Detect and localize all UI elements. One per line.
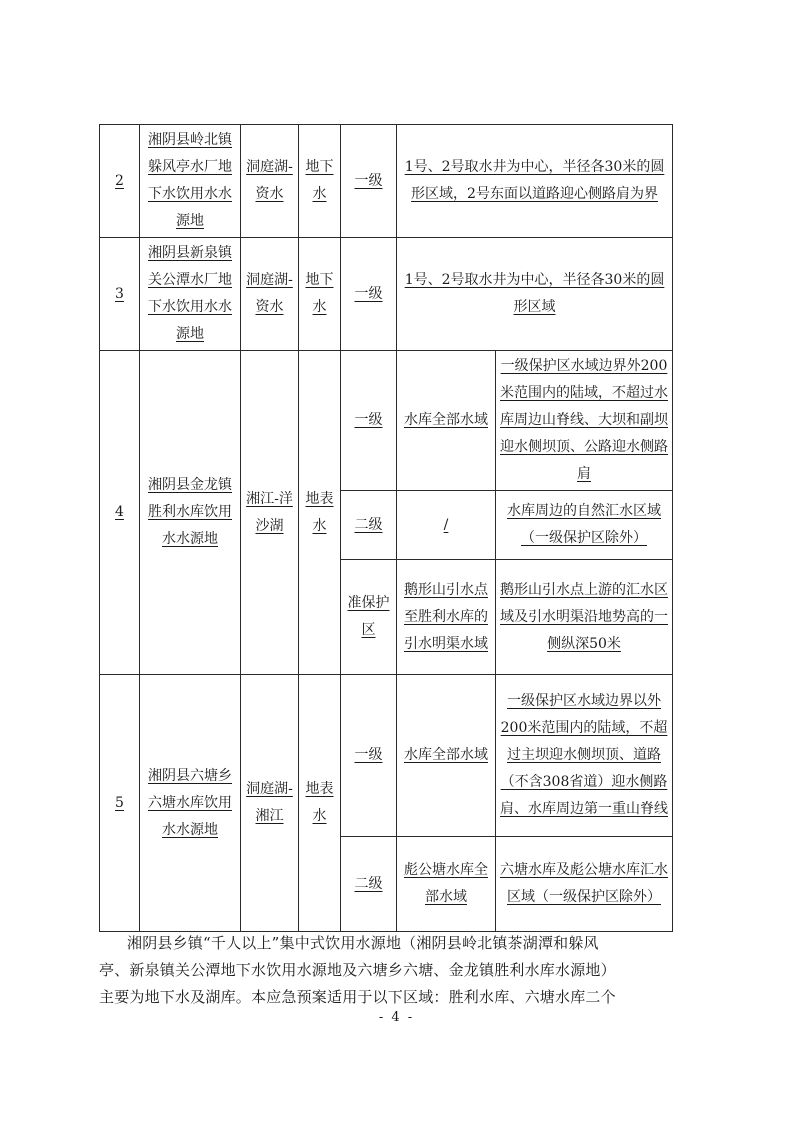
source-name-cell: 湘阴县金龙镇胜利水库饮用水水源地 — [140, 351, 241, 675]
land-area-cell: 一级保护区水域边界以外200米范围内的陆域，不超过主坝迎水侧坝顶、道路（不含308省道）迎水侧路肩、水库周边第一重山脊线 — [496, 675, 673, 837]
row-number: 4 — [100, 351, 140, 675]
row-number: 5 — [100, 675, 140, 932]
water-type-cell: 地表水 — [299, 675, 341, 932]
water-type-cell: 地下水 — [299, 238, 341, 351]
source-name-cell: 湘阴县新泉镇关公潭水厂地下水饮用水水源地 — [140, 238, 241, 351]
table-row — [100, 125, 673, 238]
basin-cell: 洞庭湖-资水 — [241, 125, 299, 238]
basin-cell: 洞庭湖-资水 — [241, 238, 299, 351]
basin-cell: 洞庭湖-湘江 — [241, 675, 299, 932]
protection-level-cell: 一级 — [341, 351, 397, 491]
table-row — [100, 238, 673, 351]
protection-level-cell: 一级 — [341, 675, 397, 837]
table-row — [100, 351, 673, 491]
protection-level-cell: 二级 — [341, 837, 397, 932]
body-paragraph-line: 湘阴县乡镇“千人以上”集中式饮用水源地（湘阴县岭北镇茶湖潭和躲风 — [127, 934, 599, 952]
protection-scope-cell: 1号、2号取水井为中心，半径各30米的圆形区域，2号东面以道路迎心侧路肩为界 — [397, 125, 673, 238]
basin-cell: 湘江-洋沙湖 — [241, 351, 299, 675]
water-area-cell: / — [397, 491, 496, 560]
body-paragraph-line: 亭、新泉镇关公潭地下水饮用水源地及六塘乡六塘、金龙镇胜利水库水源地） — [99, 961, 616, 979]
water-area-cell: 鹅形山引水点至胜利水库的引水明渠水域 — [397, 560, 496, 675]
land-area-cell: 六塘水库及彪公塘水库汇水区域（一级保护区除外） — [496, 837, 673, 932]
land-area-cell: 一级保护区水域边界外200米范围内的陆域，不超过水库周边山脊线、大坝和副坝迎水侧坝顶、公路迎水侧路肩 — [496, 351, 673, 491]
protection-level-cell: 一级 — [341, 238, 397, 351]
water-type-cell: 地表水 — [299, 351, 341, 675]
land-area-cell: 水库周边的自然汇水区域（一级保护区除外） — [496, 491, 673, 560]
protection-scope-cell: 1号、2号取水井为中心，半径各30米的圆形区域 — [397, 238, 673, 351]
page-number: - 4 - — [378, 1010, 415, 1025]
row-number: 2 — [100, 125, 140, 238]
water-area-cell: 水库全部水域 — [397, 351, 496, 491]
water-source-table — [99, 124, 673, 932]
land-area-cell: 鹅形山引水点上游的汇水区域及引水明渠沿地势高的一侧纵深50米 — [496, 560, 673, 675]
body-paragraph-line: 主要为地下水及湖库。本应急预案适用于以下区域：胜利水库、六塘水库二个 — [99, 988, 616, 1006]
table-row — [100, 675, 673, 837]
source-name-cell: 湘阴县岭北镇躲风亭水厂地下水饮用水水源地 — [140, 125, 241, 238]
row-number: 3 — [100, 238, 140, 351]
water-area-cell: 水库全部水域 — [397, 675, 496, 837]
protection-level-cell: 二级 — [341, 491, 397, 560]
protection-level-cell: 一级 — [341, 125, 397, 238]
water-area-cell: 彪公塘水库全部水域 — [397, 837, 496, 932]
protection-level-cell: 准保护区 — [341, 560, 397, 675]
source-name-cell: 湘阴县六塘乡六塘水库饮用水水源地 — [140, 675, 241, 932]
water-type-cell: 地下水 — [299, 125, 341, 238]
